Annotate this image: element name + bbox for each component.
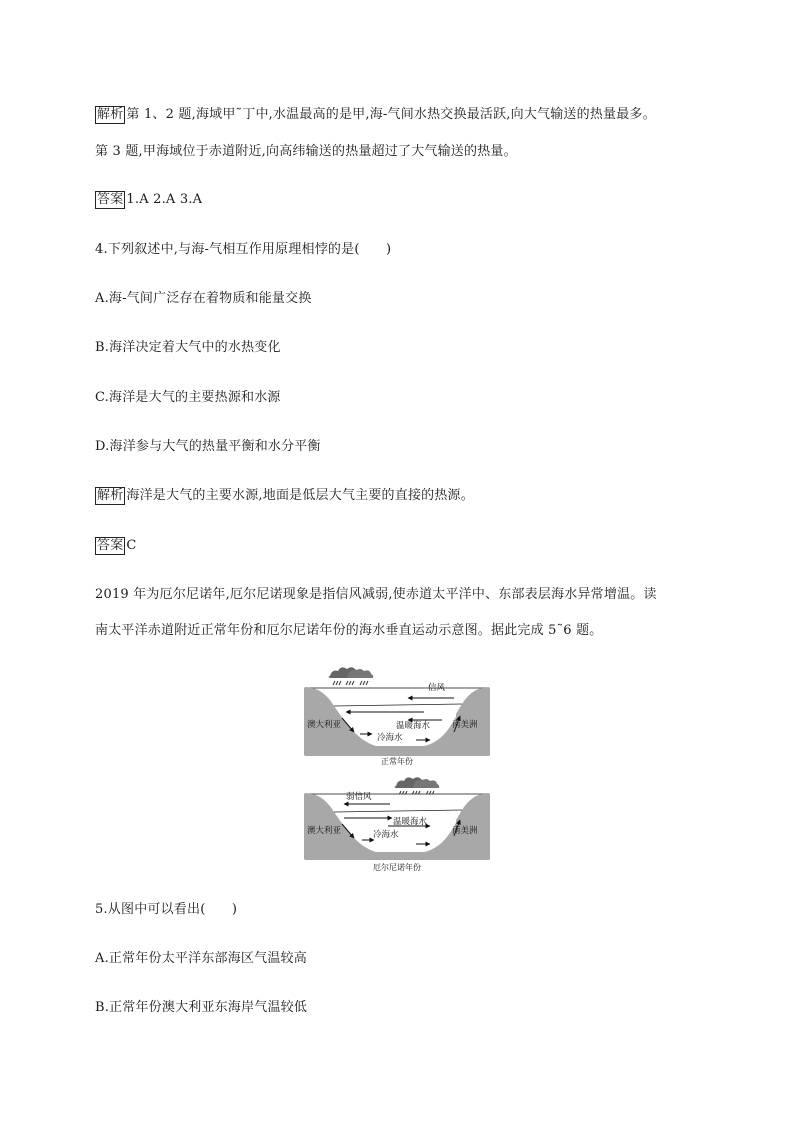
cloud-rain-icon bbox=[395, 777, 440, 795]
el-nino-south-america-label: 南美洲 bbox=[452, 826, 478, 836]
normal-warm-water-label: 温暖海水 bbox=[396, 721, 431, 731]
question-4-option-c: C.海洋是大气的主要热源和水源 bbox=[95, 390, 281, 405]
passage-line-2: 南太平洋赤道附近正常年份和厄尔尼诺年份的海水垂直运动示意图。据此完成 5˜6 题。 bbox=[95, 623, 603, 638]
analysis-tag: 解析 bbox=[97, 107, 124, 122]
normal-caption: 正常年份 bbox=[381, 757, 413, 766]
analysis-tag: 解析 bbox=[97, 488, 124, 503]
normal-australia-label: 澳大利亚 bbox=[307, 720, 342, 730]
el-nino-caption: 厄尔尼诺年份 bbox=[373, 863, 421, 872]
question-4-option-d: D.海洋参与大气的热量平衡和水分平衡 bbox=[95, 439, 321, 454]
question-4-stem: 4.下列叙述中,与海-气相互作用原理相悖的是( ) bbox=[95, 242, 392, 257]
analysis-q3: 第 3 题,甲海域位于赤道附近,向高纬输送的热量超过了大气输送的热量。 bbox=[95, 144, 517, 159]
cloud-rain-icon bbox=[329, 667, 374, 685]
answer-text: C bbox=[126, 538, 137, 553]
el-nino-australia-label: 澳大利亚 bbox=[307, 826, 342, 836]
el-nino-panel bbox=[305, 777, 489, 872]
el-nino-figure bbox=[304, 660, 490, 875]
answer-text: 1.A 2.A 3.A bbox=[126, 192, 203, 207]
normal-cold-water-label: 冷海水 bbox=[377, 733, 403, 743]
analysis-q4 bbox=[95, 487, 474, 505]
el-nino-cold-water-label: 冷海水 bbox=[373, 830, 399, 840]
passage-line-1: 2019 年为厄尔尼诺年,厄尔尼诺现象是指信风减弱,使赤道太平洋中、东部表层海水异常增温。读 bbox=[95, 587, 657, 602]
normal-year-panel bbox=[305, 667, 489, 766]
question-5-option-b: B.正常年份澳大利亚东海岸气温较低 bbox=[95, 1000, 308, 1015]
answer-q4 bbox=[95, 537, 137, 555]
question-5-option-a: A.正常年份太平洋东部海区气温较高 bbox=[95, 951, 307, 966]
answer-q1-3 bbox=[95, 191, 202, 209]
question-4-option-b: B.海洋决定着大气中的水热变化 bbox=[95, 340, 281, 355]
answer-tag: 答案 bbox=[97, 538, 124, 553]
question-5-stem: 5.从图中可以看出( ) bbox=[95, 902, 238, 917]
el-nino-warm-water-label: 温暖海水 bbox=[393, 817, 428, 827]
normal-south-america-label: 南美洲 bbox=[452, 720, 478, 730]
normal-wind-label: 信风 bbox=[428, 683, 446, 693]
el-nino-wind-label: 弱信风 bbox=[346, 792, 372, 802]
analysis-text: 第 1、2 题,海域甲˜丁中,水温最高的是甲,海-气间水热交换最活跃,向大气输送的热量最多。 bbox=[126, 107, 656, 122]
analysis-q1-2 bbox=[95, 106, 656, 124]
answer-tag: 答案 bbox=[97, 192, 124, 207]
question-4-option-a: A.海-气间广泛存在着物质和能量交换 bbox=[95, 291, 312, 306]
analysis-text: 海洋是大气的主要水源,地面是低层大气主要的直接的热源。 bbox=[126, 488, 474, 503]
